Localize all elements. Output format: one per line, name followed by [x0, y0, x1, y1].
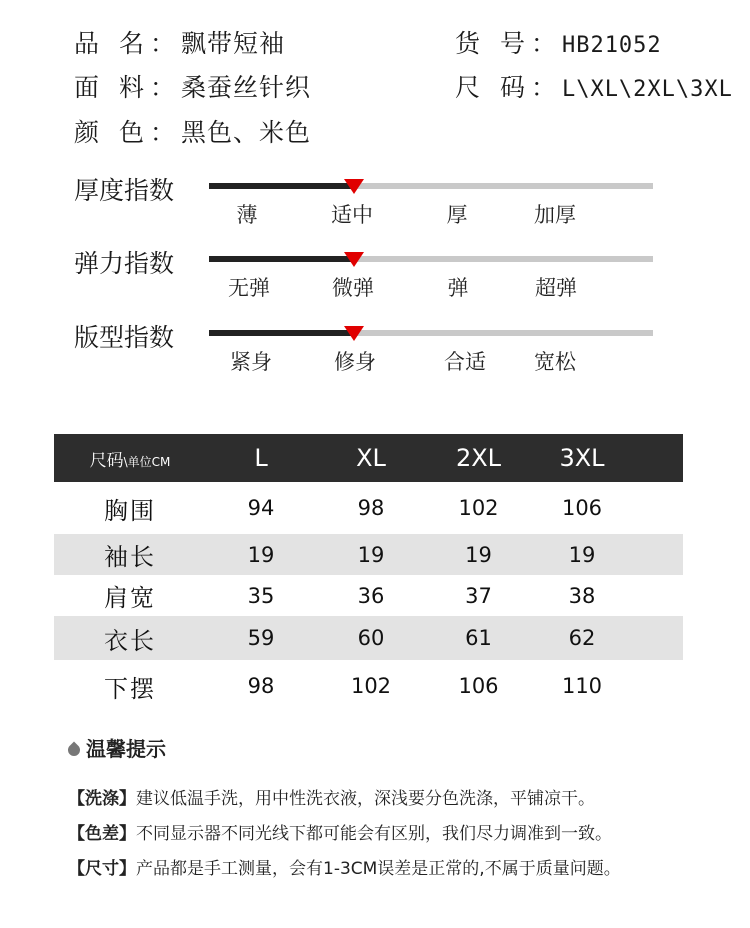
tip-text: 建议低温手洗，用中性洗衣液，深浅要分色洗涤，平铺凉干。 — [136, 789, 595, 809]
table-cell: 94 — [247, 496, 275, 520]
scale-option: 修身 — [334, 350, 376, 374]
color-value: 黑色、米色 — [180, 118, 311, 147]
scale-option: 无弹 — [228, 276, 270, 300]
row-label: 胸围 — [104, 496, 156, 525]
table-cell: 60 — [316, 616, 426, 660]
table-row — [54, 534, 683, 575]
tips-heading — [68, 733, 166, 762]
scale-marker-icon — [344, 252, 364, 267]
table-cell: 106 — [561, 496, 603, 520]
scale-option: 薄 — [236, 203, 258, 227]
table-cell: 62 — [531, 616, 633, 660]
sku-label: 货 号： — [455, 29, 562, 58]
table-cell: 98 — [247, 674, 275, 698]
scale-track — [209, 256, 653, 262]
scale-title: 版型指数 — [74, 323, 175, 352]
table-row — [54, 575, 683, 616]
scale-fill — [209, 330, 354, 336]
table-cell: 98 — [357, 496, 385, 520]
elasticity-scale — [0, 244, 750, 324]
thickness-scale — [0, 171, 750, 251]
table-cell: 110 — [561, 674, 603, 698]
table-row — [54, 660, 683, 712]
tip-text: 不同显示器不同光线下都可能会有区别，我们尽力调准到一致。 — [136, 824, 612, 844]
material-line — [74, 68, 311, 104]
tips-title: 温馨提示 — [86, 737, 166, 761]
scale-marker-icon — [344, 179, 364, 194]
tip-washing — [68, 784, 595, 809]
table-cell: 19 — [531, 534, 633, 575]
color-line — [74, 113, 311, 149]
header-size: 3XL — [531, 434, 633, 482]
size-value: L\XL\2XL\3XL — [561, 77, 733, 102]
sku-line — [455, 24, 662, 60]
scale-option: 超弹 — [535, 276, 577, 300]
table-cell: 19 — [316, 534, 426, 575]
scale-option: 宽松 — [534, 350, 576, 374]
table-row — [54, 482, 683, 534]
product-name-value: 飘带短袖 — [180, 29, 285, 58]
header-size: XL — [316, 434, 426, 482]
table-cell: 61 — [426, 616, 531, 660]
scale-option: 适中 — [331, 203, 373, 227]
size-label: 尺 码： — [455, 73, 562, 102]
size-line — [455, 68, 733, 104]
row-label: 衣长 — [54, 616, 206, 660]
scale-option: 加厚 — [534, 203, 576, 227]
table-cell: 102 — [350, 674, 392, 698]
fit-scale — [0, 318, 750, 398]
size-table — [54, 434, 683, 712]
product-name-line — [74, 24, 285, 60]
table-row — [54, 616, 683, 660]
table-cell: 59 — [206, 616, 316, 660]
tip-text: 产品都是手工测量，会有1-3CM误差是正常的,不属于质量问题。 — [136, 859, 621, 879]
scale-fill — [209, 256, 354, 262]
table-cell: 106 — [458, 674, 499, 698]
scale-option: 合适 — [444, 350, 486, 374]
header-spacer — [633, 434, 683, 482]
tip-color-difference — [68, 819, 612, 844]
tip-tag: 【尺寸】 — [68, 859, 136, 879]
size-table-header — [54, 434, 683, 482]
tip-tag: 【洗涤】 — [68, 789, 136, 809]
sku-value: HB21052 — [561, 33, 662, 58]
scale-option: 微弹 — [332, 276, 374, 300]
table-cell: 38 — [568, 583, 596, 608]
table-cell: 36 — [357, 583, 385, 608]
scale-title: 弹力指数 — [74, 249, 175, 278]
tip-size — [68, 854, 621, 879]
table-cell: 37 — [465, 583, 492, 608]
header-size-unit: 尺码\单位CM — [54, 434, 206, 482]
scale-marker-icon — [344, 326, 364, 341]
header-size: L — [206, 434, 316, 482]
material-label: 面 料： — [74, 73, 181, 102]
material-value: 桑蚕丝针织 — [180, 73, 311, 102]
color-label: 颜 色： — [74, 118, 181, 147]
product-name-label: 品 名： — [74, 29, 181, 58]
table-cell: 102 — [458, 496, 499, 520]
table-cell: 19 — [426, 534, 531, 575]
water-drop-icon — [66, 741, 83, 758]
scale-option: 厚 — [446, 203, 468, 227]
scale-track — [209, 330, 653, 336]
row-label: 袖长 — [54, 534, 206, 575]
header-size: 2XL — [426, 434, 531, 482]
table-cell: 35 — [247, 583, 275, 608]
scale-option: 弹 — [447, 276, 469, 300]
scale-track — [209, 183, 653, 189]
scale-fill — [209, 183, 354, 189]
row-label: 下摆 — [104, 674, 156, 703]
row-label: 肩宽 — [104, 584, 156, 612]
scale-option: 紧身 — [230, 350, 272, 374]
tip-tag: 【色差】 — [68, 824, 136, 844]
table-cell: 19 — [206, 534, 316, 575]
scale-title: 厚度指数 — [74, 176, 175, 205]
